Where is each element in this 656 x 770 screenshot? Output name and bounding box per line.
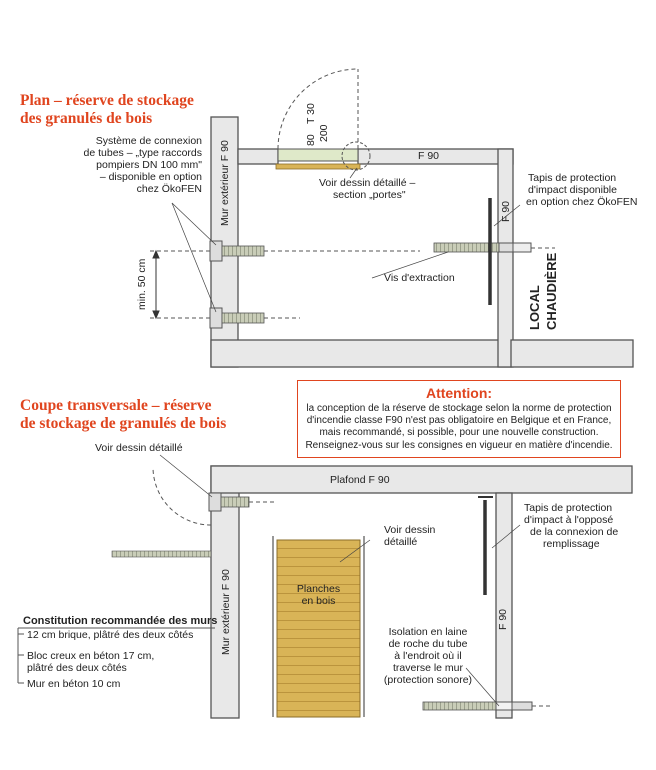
section-mat-line4: remplissage <box>543 538 600 550</box>
plan-wall-f90-top: F 90 <box>418 150 440 162</box>
section-outer-wall-label: Mur extérieur F 90 <box>220 569 232 655</box>
insulation-line2: de roche du tube <box>388 638 468 650</box>
insulation-line5: (protection sonore) <box>383 674 473 686</box>
walls-heading: Constitution recommandée des murs <box>23 615 218 627</box>
boards-label-line2: en bois <box>301 595 336 607</box>
section-detail-ref: Voir dessin détaillé <box>95 442 183 454</box>
boards-detail-line1: Voir dessin <box>384 524 436 536</box>
boards-detail-line2: détaillé <box>384 536 418 548</box>
wood-boards <box>277 540 360 717</box>
insulation-line1: Isolation en laine <box>388 626 468 638</box>
ceiling-label: Plafond F 90 <box>330 474 390 486</box>
plan-detail-line1: Voir dessin détaillé – <box>319 177 416 189</box>
door-label-80: 80 <box>305 134 317 146</box>
section-mat-line3: de la connexion de <box>530 526 619 538</box>
walls-option3: Mur en béton 10 cm <box>27 678 121 690</box>
connection-label-line1: Système de connexion <box>95 135 202 147</box>
plan-detail-line2: section „portes" <box>333 189 406 201</box>
min-spacing-label: min. 50 cm <box>136 258 148 310</box>
door-label-200: 200 <box>318 124 330 142</box>
attention-line1: la conception de la réserve de stockage selon la norme de protection <box>306 403 612 414</box>
plan-mat-line2: d'impact disponible <box>528 184 617 196</box>
attention-line4: Renseignez-vous sur les consignes en vigueur en matière d'incendie. <box>305 439 613 451</box>
attention-line2: d'incendie classe F90 n'est pas obligatoire en Belgique et en France, <box>306 415 612 427</box>
extraction-screw-label: Vis d'extraction <box>384 272 455 284</box>
boiler-room-line1: LOCAL <box>527 285 542 330</box>
attention-box <box>297 380 621 458</box>
connection-label-line3: pompiers DN 100 mm" <box>96 159 202 171</box>
plan-title-line2: des granulés de bois <box>20 110 153 127</box>
section-mat-line1: Tapis de protection <box>524 502 613 514</box>
section-detail-arc <box>153 467 211 525</box>
section-mat-line2: d'impact à l'opposé <box>524 514 614 526</box>
insulation-line3: à l'endroit où il <box>394 650 462 662</box>
walls-option1: 12 cm brique, plâtré des deux côtés <box>27 629 194 641</box>
plan-outer-wall-label: Mur extérieur F 90 <box>219 140 231 226</box>
plan-title-line1: Plan – réserve de stockage <box>20 92 194 109</box>
boiler-room-line2: CHAUDIÈRE <box>544 252 559 330</box>
door-label-t30: T 30 <box>305 103 317 124</box>
walls-option2-line1: Bloc creux en béton 17 cm, <box>27 650 155 662</box>
attention-title: Attention: <box>425 385 493 401</box>
plan-mat-line3: en option chez ÖkoFEN <box>526 196 638 208</box>
section-ground-pipe <box>112 551 211 557</box>
dimension-arrow <box>153 251 159 318</box>
connection-label-line4: – disponible en option <box>99 171 202 183</box>
connection-label-line2: de tubes – „type raccords <box>83 147 202 159</box>
section-extraction-pipe <box>423 702 496 710</box>
plan-door <box>278 149 358 161</box>
boards-label-line1: Planches <box>296 583 341 595</box>
section-title-line1: Coupe transversale – réserve <box>20 397 212 414</box>
plan-wall-f90-right: F 90 <box>500 200 512 222</box>
walls-option2-line2: plâtré des deux côtés <box>27 662 127 674</box>
insulation-line4: traverse le mur <box>392 662 464 674</box>
section-wall-f90-right: F 90 <box>497 608 509 630</box>
attention-line3: mais recommandé, si possible, pour une nouvelle construction. <box>319 427 599 439</box>
section-title-line2: de stockage de granulés de bois <box>20 415 227 432</box>
plan-mat-line1: Tapis de protection <box>528 172 617 184</box>
connection-label-line5: chez ÖkoFEN <box>136 183 202 195</box>
plan-filling-pipes <box>150 241 420 328</box>
attention-body <box>302 403 616 452</box>
